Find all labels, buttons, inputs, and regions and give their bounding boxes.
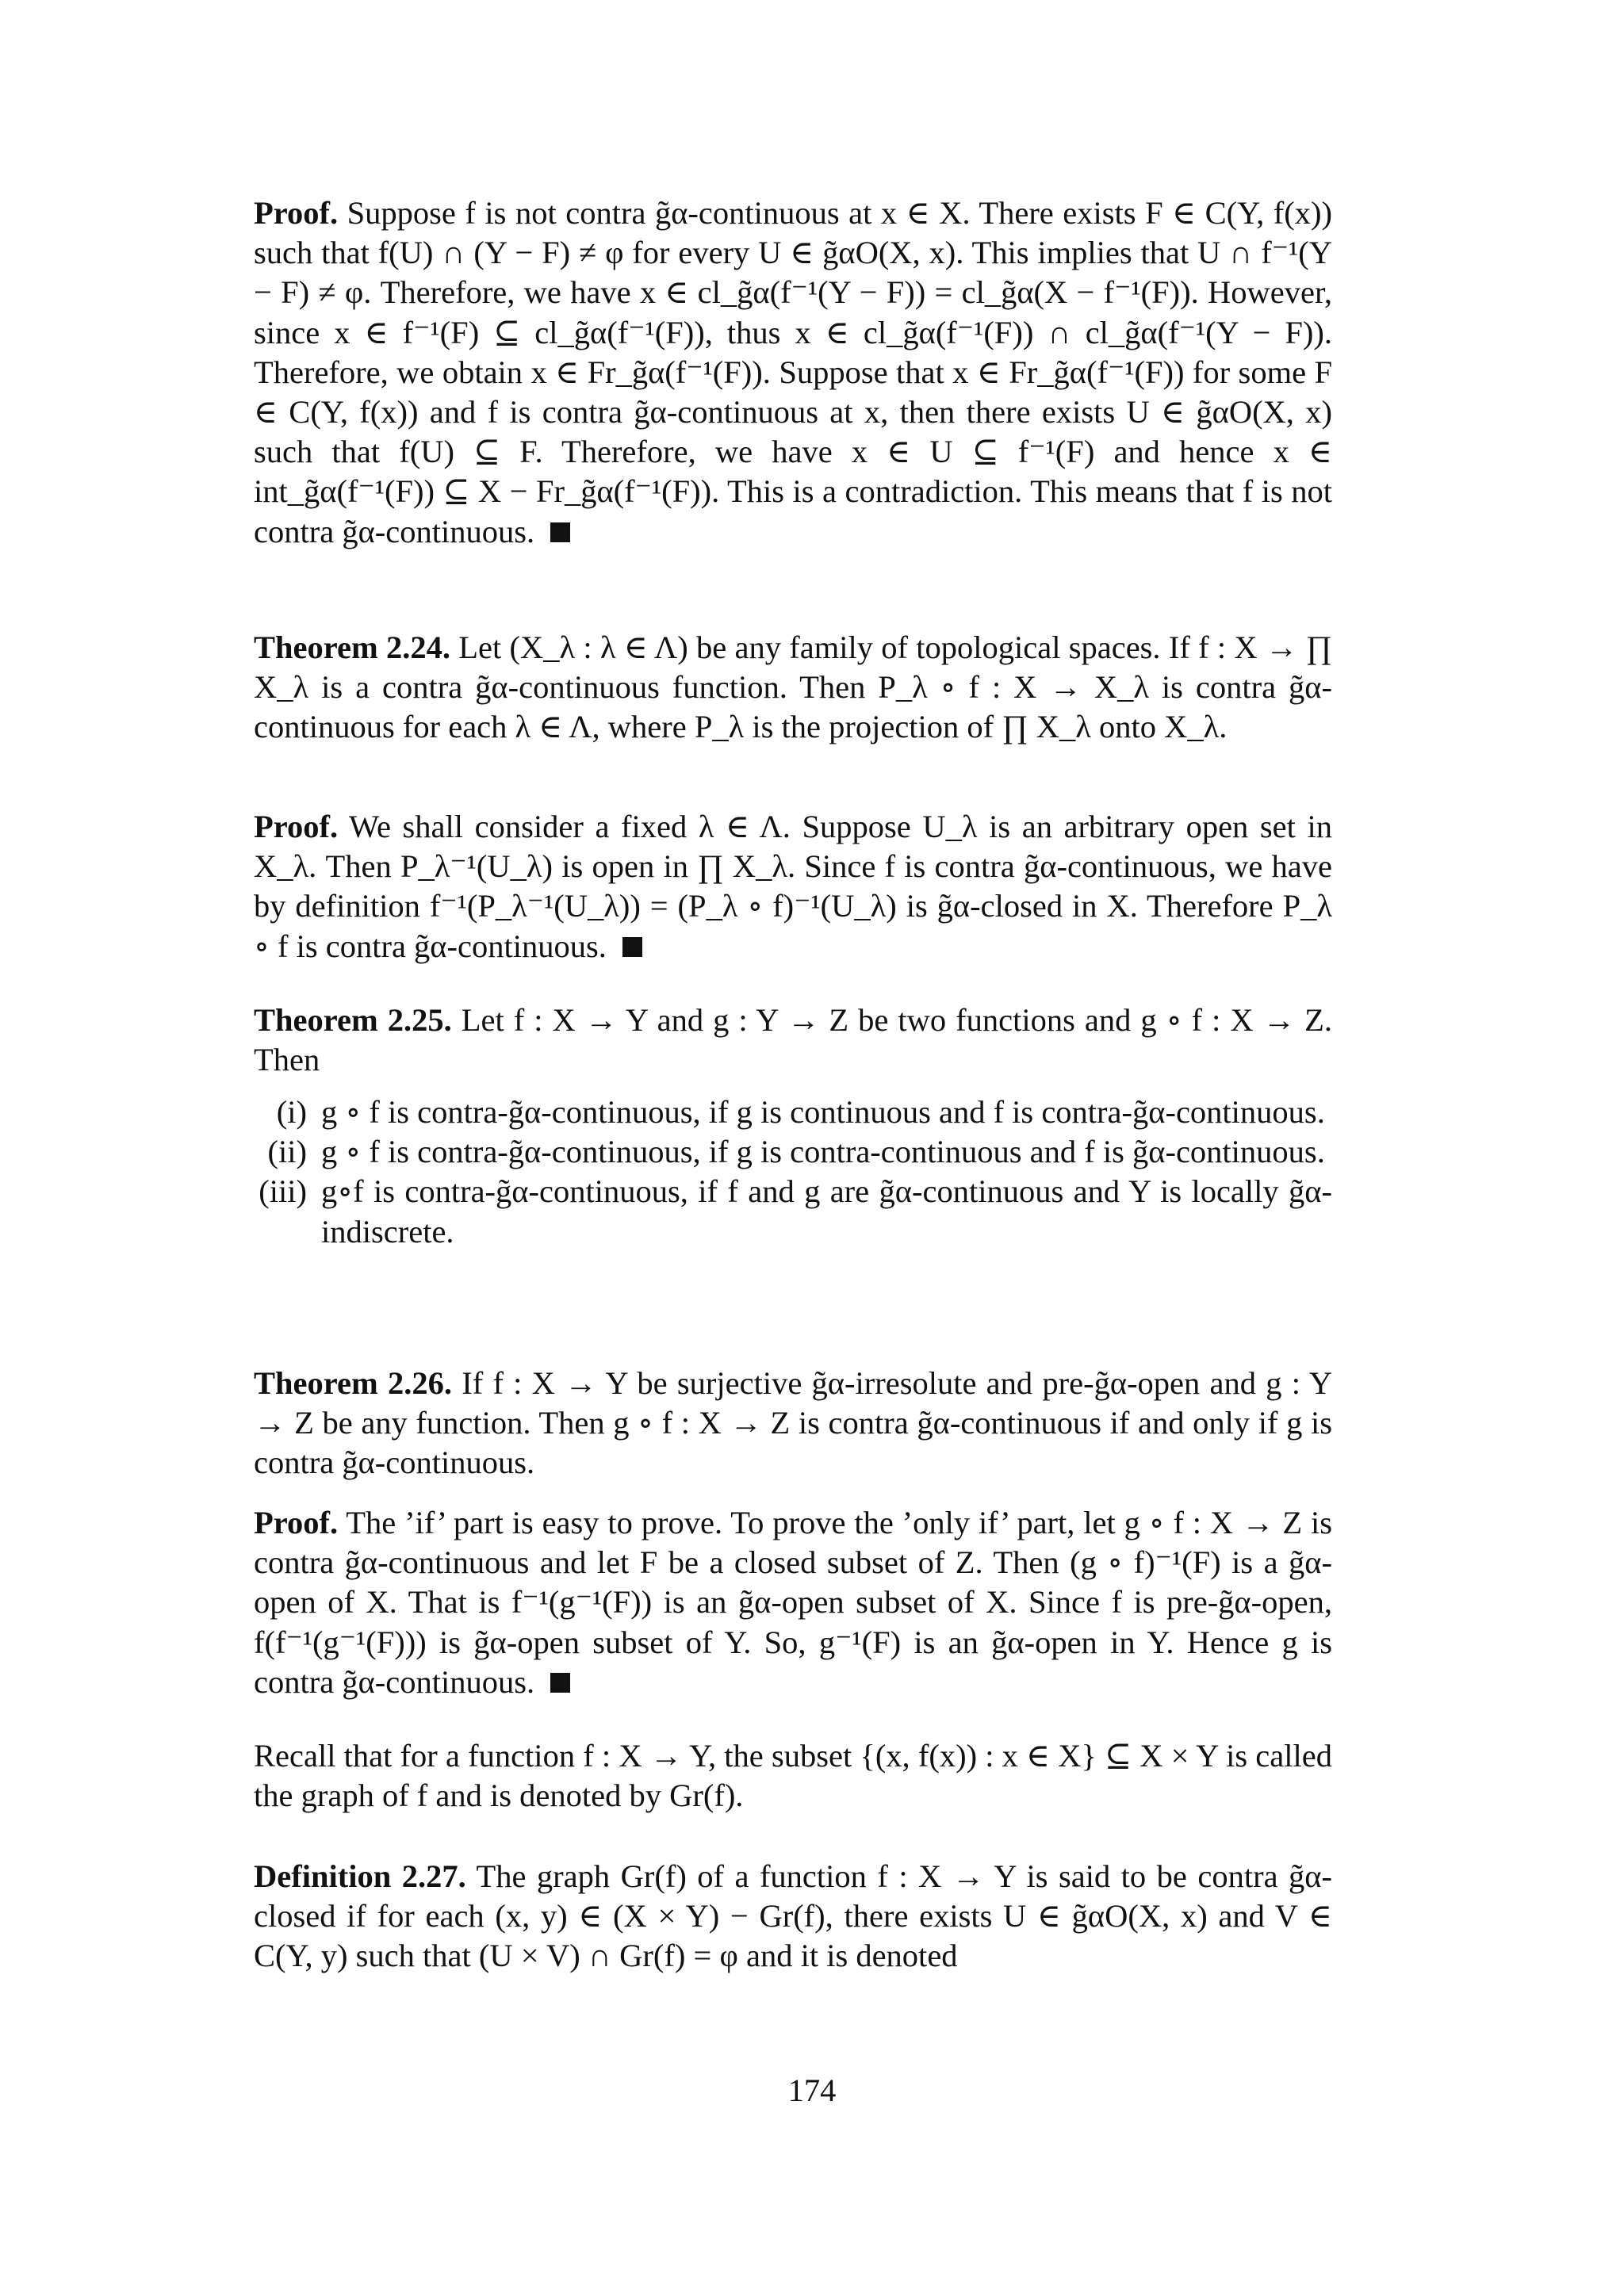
theorem-label: Theorem 2.25.	[254, 1002, 452, 1038]
recall-paragraph	[254, 1736, 1332, 1816]
theorem-text: Let (X_λ : λ ∈ Λ) be any family of topological spaces. If f : X → ∏ X_λ is a contra g̃α-continuous function. Then P_λ ∘ f : X → X_λ is contra g̃α-continuous for each λ ∈ Λ, where P_λ is the projection of ∏ X_λ onto X_λ.	[254, 629, 1332, 745]
qed-square-icon	[550, 522, 570, 542]
definition-2-27	[254, 1857, 1332, 1976]
theorem-2-25	[254, 1001, 1332, 1080]
proof-text: Suppose f is not contra g̃α-continuous at x ∈ X. There exists F ∈ C(Y, f(x)) such that f(U) ∩ (Y − F) ≠ φ for every U ∈ g̃αO(X, x). This implies that U ∩ f⁻¹(Y − F) ≠ φ. Therefore, we have x ∈ cl_g̃α(f⁻¹(Y − F)) = cl_g̃α(X − f⁻¹(F)). However, since x ∈ f⁻¹(F) ⊆ cl_g̃α(f⁻¹(F)), thus x ∈ cl_g̃α(f⁻¹(F)) ∩ cl_g̃α(f⁻¹(Y − F)). Therefore, we obtain x ∈ Fr_g̃α(f⁻¹(F)). Suppose that x ∈ Fr_g̃α(f⁻¹(F)) for some F ∈ C(Y, f(x)) and f is contra g̃α-continuous at x, then there exists U ∈ g̃αO(X, x) such that f(U) ⊆ F. Therefore, we have x ∈ U ⊆ f⁻¹(F) and hence x ∈ int_g̃α(f⁻¹(F)) ⊆ X − Fr_g̃α(f⁻¹(F)). This is a contradiction. This means that f is not contra g̃α-continuous.	[254, 195, 1332, 549]
list-item	[254, 1093, 1332, 1132]
recall-text: Recall that for a function f : X → Y, the subset {(x, f(x)) : x ∈ X} ⊆ X × Y is called the graph of f and is denoted by Gr(f).	[254, 1738, 1332, 1814]
proof-theorem-2-26	[254, 1503, 1332, 1702]
theorem-text: If f : X → Y be surjective g̃α-irresolute and pre-g̃α-open and g : Y → Z be any function. Then g ∘ f : X → Z is contra g̃α-continuous if and only if g is contra g̃α-continuous.	[254, 1365, 1332, 1481]
proof-label: Proof.	[254, 809, 339, 844]
item-text: g ∘ f is contra-g̃α-continuous, if g is contra-continuous and f is g̃α-continuous.	[321, 1134, 1325, 1170]
item-label: (ii)	[267, 1134, 307, 1170]
proof-label: Proof.	[254, 195, 339, 231]
qed-square-icon	[550, 1673, 570, 1693]
theorem-label: Theorem 2.26.	[254, 1365, 452, 1401]
item-text: g∘f is contra-g̃α-continuous, if f and g are g̃α-continuous and Y is locally g̃α-indiscrete.	[321, 1173, 1332, 1249]
item-label: (i)	[276, 1094, 307, 1130]
proof-theorem-2-24	[254, 807, 1332, 966]
item-text: g ∘ f is contra-g̃α-continuous, if g is continuous and f is contra-g̃α-continuous.	[321, 1094, 1325, 1130]
theorem-2-24	[254, 628, 1332, 748]
theorem-2-26	[254, 1364, 1332, 1483]
item-label: (iii)	[259, 1173, 307, 1210]
theorem-2-25-items	[254, 1093, 1332, 1252]
definition-label: Definition 2.27.	[254, 1858, 466, 1894]
theorem-label: Theorem 2.24.	[254, 629, 450, 665]
proof-text: The ’if’ part is easy to prove. To prove the ’only if’ part, let g ∘ f : X → Z is contra g̃α-continuous and let F be a closed subset of Z. Then (g ∘ f)⁻¹(F) is a g̃α-open of X. That is f⁻¹(g⁻¹(F)) is an g̃α-open subset of X. Since f is pre-g̃α-open, f(f⁻¹(g⁻¹(F))) is g̃α-open subset of Y. So, g⁻¹(F) is an g̃α-open in Y. Hence g is contra g̃α-continuous.	[254, 1505, 1332, 1700]
proof-label: Proof.	[254, 1505, 339, 1540]
list-item	[254, 1172, 1332, 1251]
page-number: 174	[787, 2072, 837, 2108]
qed-square-icon	[622, 937, 642, 957]
proof-text: We shall consider a fixed λ ∈ Λ. Suppose U_λ is an arbitrary open set in X_λ. Then P_λ⁻¹(U_λ) is open in ∏ X_λ. Since f is contra g̃α-continuous, we have by definition f⁻¹(P_λ⁻¹(U_λ)) = (P_λ ∘ f)⁻¹(U_λ) is g̃α-closed in X. Therefore P_λ ∘ f is contra g̃α-continuous.	[254, 809, 1332, 964]
definition-text: The graph Gr(f) of a function f : X → Y is said to be contra g̃α-closed if for each (x, y) ∈ (X × Y) − Gr(f), there exists U ∈ g̃αO(X, x) and V ∈ C(Y, y) such that (U × V) ∩ Gr(f) = φ and it is denoted	[254, 1858, 1332, 1974]
proof-paragraph-1	[254, 193, 1332, 552]
list-item	[254, 1132, 1332, 1172]
theorem-text: Let f : X → Y and g : Y → Z be two functions and g ∘ f : X → Z. Then	[254, 1002, 1333, 1078]
